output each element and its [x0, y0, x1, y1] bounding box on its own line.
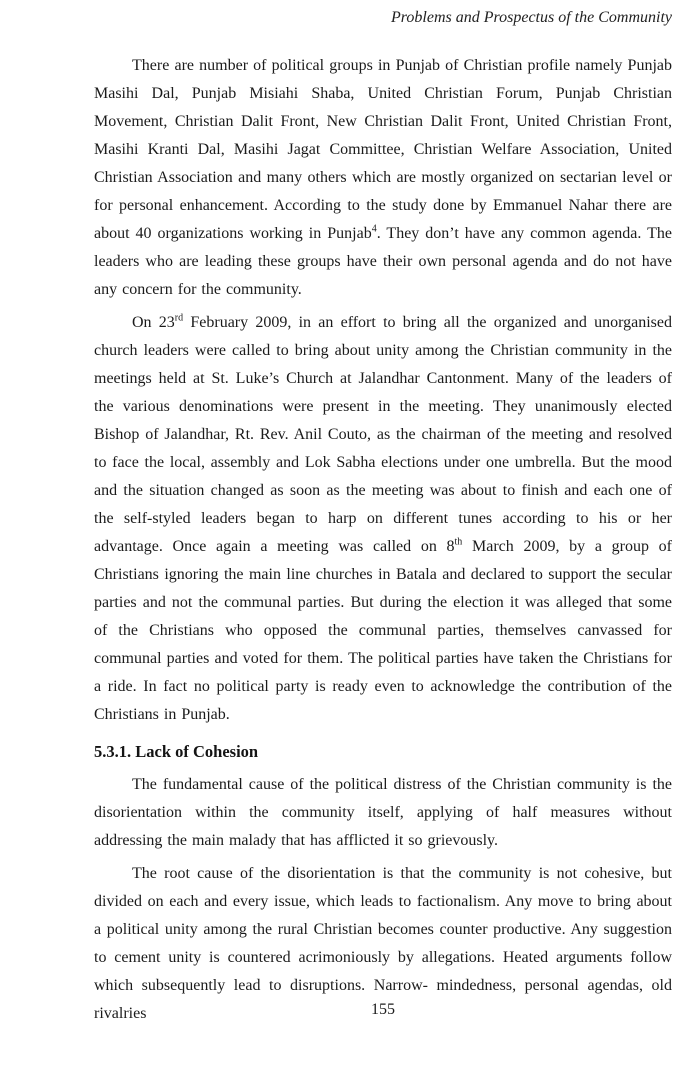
page-number: 155	[371, 1001, 395, 1018]
paragraph-text: The root cause of the disorientation is that the community is not cohesive, but divided on each and every issue, which leads to factionalism. Any move to bring about a political unity among the rural Christian becomes counter productive. Any suggestion to cement unity is countered acrimoniously by allegations. Heated arguments follow which subsequently lead to disruptions. Narrow- mindedness, personal agendas, old rivalries	[94, 865, 672, 1022]
paragraph-text: The fundamental cause of the political distress of the Christian community is the disorientation within the community itself, applying of half measures without addressing the main malady that has afflicted it so grievously.	[94, 776, 672, 849]
paragraph-text: There are number of political groups in Punjab of Christian profile namely Punjab Masihi Dal, Punjab Misiahi Shaba, United Christian Forum, Punjab Christian Movement, Christian Dalit Front, New Christian Dalit Front, United Christian Front, Masihi Kranti Dal, Masihi Jagat Committee, Christian Welfare Association, United Christian Association and many others which are mostly organized on sectarian level or for personal enhancement. According to the study done by Emmanuel Nahar there are about 40 organizations working in Punjab	[94, 57, 672, 242]
superscript-text: th	[454, 536, 463, 548]
running-header: Problems and Prospectus of the Community	[390, 9, 672, 26]
document-body	[94, 52, 672, 1033]
paragraph-text: . They don’t have any common agenda. The leaders who are leading these groups have their own personal agenda and do not have any concern for the community.	[94, 225, 672, 298]
superscript-text: rd	[174, 312, 184, 324]
paragraph	[94, 771, 672, 855]
section-heading: 5.3.1. Lack of Cohesion	[94, 742, 259, 761]
paragraph-text: February 2009, in an effort to bring all the organized and unorganised church leaders were called to bring about unity among the Christian community in the meetings held at St. Luke’s Church at Jalandhar Cantonment. Many of the leaders of the various denominations were present in the meeting. They unanimously elected Bishop of Jalandhar, Rt. Rev. Anil Couto, as the chairman of the meeting and resolved to face the local, assembly and Lok Sabha elections under one umbrella. But the mood and the situation changed as soon as the meeting was about to finish and each one of the self-styled leaders began to harp on different tunes according to his or her advantage. Once again a meeting was called on 8	[94, 314, 673, 555]
paragraph	[94, 309, 672, 729]
paragraph-text: On 23	[132, 314, 175, 331]
superscript-text: 4	[371, 223, 377, 235]
paragraph-text: March 2009, by a group of Christians ignoring the main line churches in Batala and declared to support the secular parties and not the communal parties. But during the election it was alleged that some of the Christians who opposed the communal parties, themselves canvassed for communal parties and voted for them. The political parties have taken the Christians for a ride. In fact no political party is ready even to acknowledge the contribution of the Christians in Punjab.	[94, 538, 672, 723]
paragraph	[94, 52, 672, 304]
